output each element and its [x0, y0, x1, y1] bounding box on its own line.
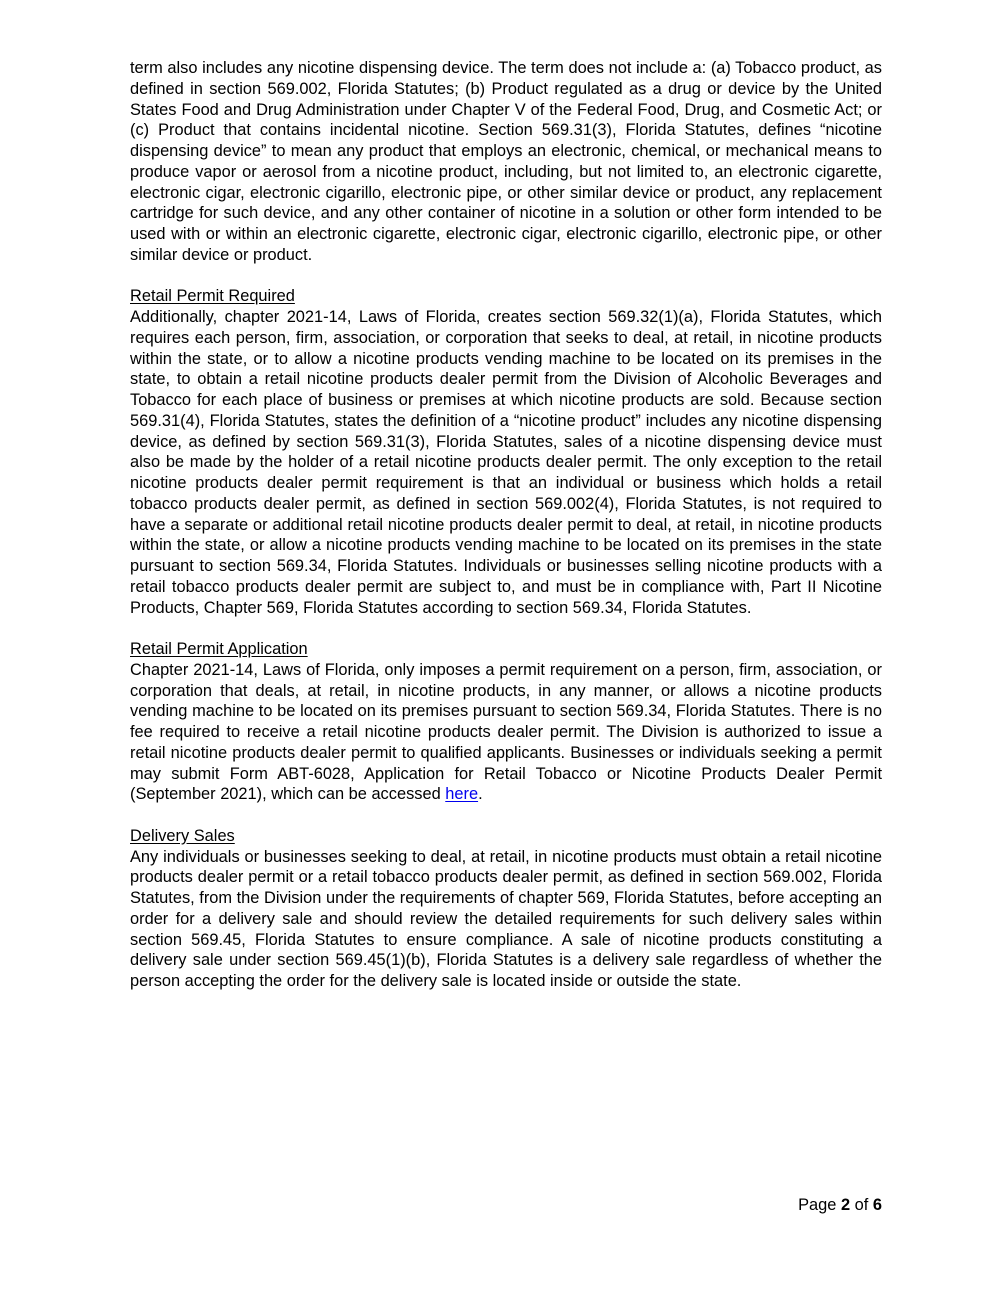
application-text-end: .	[478, 785, 483, 804]
section-body-retail-permit-required: Additionally, chapter 2021-14, Laws of Florida, creates section 569.32(1)(a), Florida Statutes, which requires each person, firm, association, or corporation that seeks to deal, at retail, in nicotine products within the state, or to allow a nicotine products vending machine to be located on its premises in the state, to obtain a retail nicotine products dealer permit from the Division of Alcoholic Beverages and Tobacco for each place of business or premises at which nicotine products are sold. Because section 569.31(4), Florida Statutes, states the definition of a “nicotine product” includes any nicotine dispensing device, as defined by section 569.31(3), Florida Statutes, sales of a nicotine dispensing device must also be made by the holder of a retail nicotine products dealer permit. The only exception to the retail nicotine products dealer permit requirement is that an individual or business which holds a retail tobacco products dealer permit, as defined in section 569.002(4), Florida Statutes, is not required to have a separate or additional retail nicotine products dealer permit to deal, at retail, in nicotine products within the state, or allow a nicotine products vending machine to be located on its premises in the state pursuant to section 569.34, Florida Statutes. Individuals or businesses selling nicotine products with a retail tobacco products dealer permit are subject to, and must be in compliance with, Part II Nicotine Products, Chapter 569, Florida Statutes according to section 569.34, Florida Statutes.	[130, 308, 882, 617]
application-text: Chapter 2021-14, Laws of Florida, only imposes a permit requirement on a person, firm, association, or corporation that deals, at retail, in nicotine products, in any manner, or allows a nicotine products vending machine to be located on its premises pursuant to section 569.34, Florida Statutes. There is no fee required to receive a retail nicotine products dealer permit. The Division is authorized to issue a retail nicotine products dealer permit to qualified applicants. Businesses or individuals seeking a permit may submit Form ABT-6028, Application for Retail Tobacco or Nicotine Products Dealer Permit (September 2021), which can be accessed	[130, 660, 882, 804]
section-heading-retail-permit-application: Retail Permit Application	[130, 640, 308, 658]
of-label: of	[854, 1196, 869, 1214]
total-pages-number: 6	[872, 1196, 882, 1214]
section-heading-delivery-sales: Delivery Sales	[130, 826, 235, 845]
current-page-number: 2	[840, 1196, 851, 1214]
section-body-delivery-sales: Any individuals or businesses seeking to deal, at retail, in nicotine products must obtain a retail nicotine products dealer permit or a retail tobacco products dealer permit, as defined in section 569.002, Florida Statutes, from the Division under the requirements of chapter 569, Florida Statutes, before accepting an order for a delivery sale and should review the detailed requirements for such delivery sales within section 569.45, Florida Statutes to ensure compliance. A sale of nicotine products constituting a delivery sale under section 569.45(1)(b), Florida Statutes is a delivery sale regardless of whether the person accepting the order for the delivery sale is located inside or outside the state.	[130, 847, 882, 990]
section-body-retail-permit-application	[130, 660, 882, 805]
intro-paragraph: term also includes any nicotine dispensing device. The term does not include a: (a) Tobacco product, as defined in section 569.002, Florida Statutes; (b) Product regulated as a drug or device by the United States Food and Drug Administration under Chapter V of the Federal Food, Drug, and Cosmetic Act; or (c) Product that contains incidental nicotine. Section 569.31(3), Florida Statutes, defines “nicotine dispensing device” to mean any product that employs an electronic, chemical, or mechanical means to produce vapor or aerosol from a nicotine product, including, but not limited to, an electronic cigarette, electronic cigar, electronic cigarillo, electronic pipe, or other similar device or product, any replacement cartridge for such device, and any other container of nicotine in a solution or other form intended to be used with or within an electronic cigarette, electronic cigar, electronic cigarillo, electronic pipe, or other similar device or product.	[130, 59, 882, 264]
page-number	[798, 1195, 882, 1215]
document-body	[130, 58, 882, 992]
page-label: Page	[798, 1196, 837, 1214]
section-heading-retail-permit-required: Retail Permit Required	[130, 287, 295, 306]
form-download-link[interactable]: here	[445, 785, 479, 804]
